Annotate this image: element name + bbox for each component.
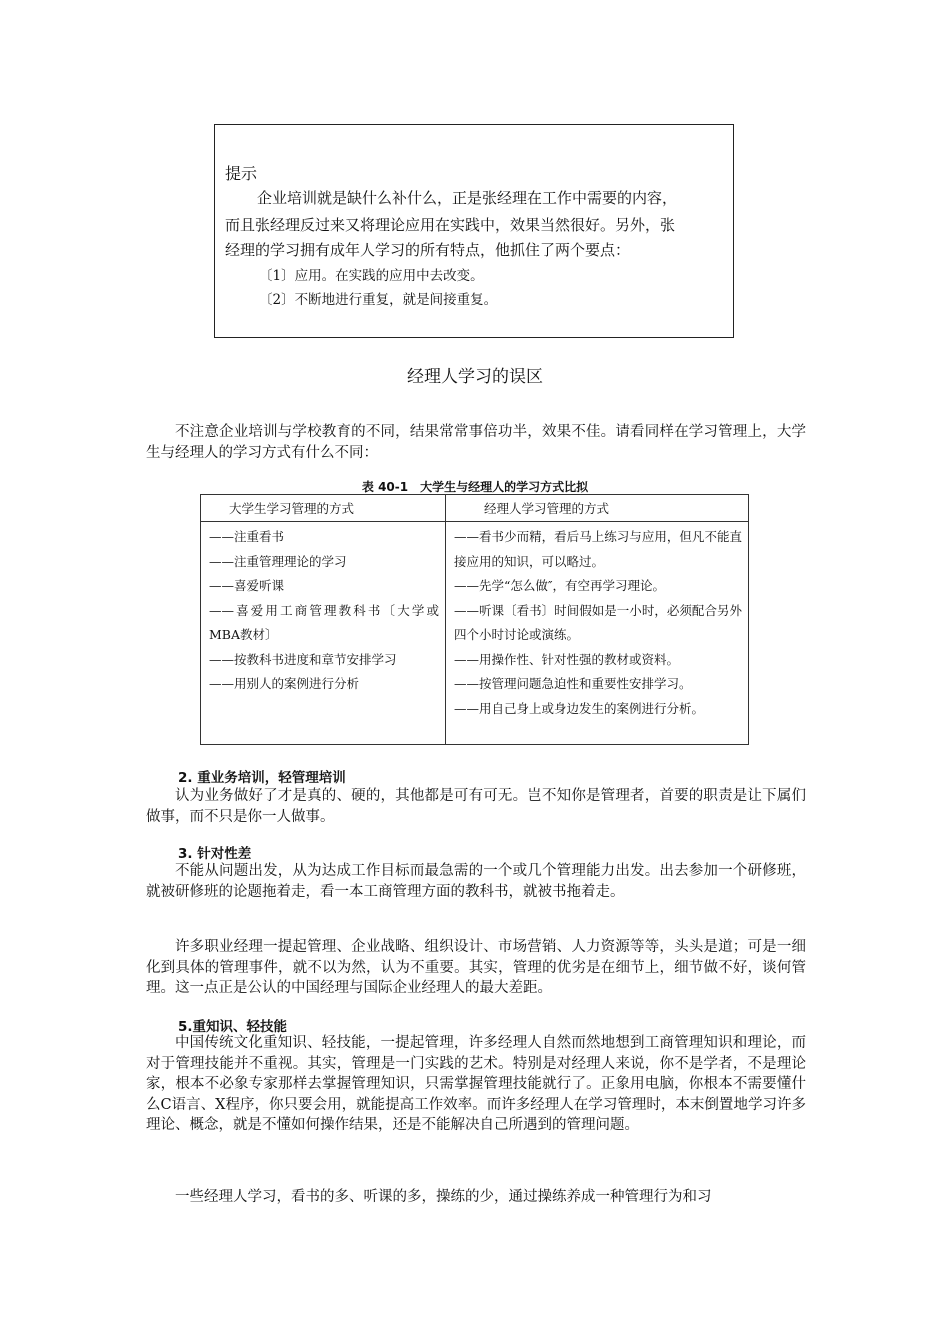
tip-line: 经理的学习拥有成年人学习的所有特点，他抓住了两个要点： (225, 241, 631, 259)
list-item: ——注重管理理论的学习 (209, 553, 347, 569)
list-item: ——按管理问题急迫性和重要性安排学习。 (454, 676, 692, 691)
list-item: ——注重看书 (209, 529, 285, 544)
list-item: ——用操作性、针对性强的教材或资料。 (454, 651, 680, 667)
list-item: ——喜爱听课 (209, 578, 285, 593)
left-column (201, 522, 446, 745)
list-item: ——看书少而精，看后马上练习与应用，但凡不能直接应用的知识，可以略过。 (454, 529, 742, 569)
section-heading: 2. 重业务培训，轻管理培训 (178, 770, 346, 786)
section-paragraph: 中国传统文化重知识、轻技能，一提起管理，许多经理人自然而然地想到工商管理知识和理论，而对于管理技能并不重视。其实，管理是一门实践的艺术。特别是对经理人来说，你不是学者，不是理论家，根本不必象专家那样去掌握管理知识，只需掌握管理技能就行了。正象用电脑，你根本不需要懂什么C语言、X程序，你只要会用，就能提高工作效率。而许多经理人在学习管理时，本末倒置地学习许多理论、概念，就是不懂如何操作结果，还是不能解决自己所遇到的管理问题。 (146, 1035, 806, 1133)
table-row (201, 522, 749, 745)
tip-line: 而且张经理反过来又将理论应用在实践中，效果当然很好。另外，张 (225, 216, 676, 234)
list-item: ——用自己身上或身边发生的案例进行分析。 (454, 700, 705, 716)
table-header-students: 大学生学习管理的方式 (201, 495, 446, 522)
tip-item: 〔1〕应用。在实践的应用中去改变。 (259, 268, 484, 284)
list-item: ——按教科书进度和章节安排学习 (209, 651, 397, 667)
tip-item: 〔2〕不断地进行重复，就是间接重复。 (259, 292, 498, 308)
tip-line: 企业培训就是缺什么补什么，正是张经理在工作中需要的内容， (257, 189, 678, 207)
table-header-managers: 经理人学习管理的方式 (446, 495, 749, 522)
tip-title: 提示 (225, 164, 258, 183)
list-item: ——听课〔看书〕时间假如是一小时，必须配合另外四个小时讨论或演练。 (454, 602, 742, 642)
section-title: 经理人学习的误区 (407, 367, 543, 387)
section-heading: 3. 针对性差 (178, 846, 252, 862)
list-item: ——先学“怎么做″，有空再学习理论。 (454, 578, 666, 593)
section-heading: 5.重知识、轻技能 (178, 1019, 288, 1035)
list-item: ——喜爱用工商管理教科书〔大学或MBA教材〕 (209, 602, 439, 642)
comparison-table (200, 494, 749, 745)
section-paragraph: 许多职业经理一提起管理、企业战略、组织设计、市场营销、人力资源等等，头头是道；可是一细化到具体的管理事件，就不以为然，认为不重要。其实，管理的优劣是在细节上，细节做不好，谈何管理。这一点正是公认的中国经理与国际企业经理人的最大差距。 (146, 939, 806, 996)
list-item: ——用别人的案例进行分析 (209, 676, 360, 691)
section-paragraph: 一些经理人学习，看书的多、听课的多，操练的少，通过操练养成一种管理行为和习 (175, 1189, 712, 1205)
right-column (446, 522, 749, 745)
table-caption: 表 40-1 大学生与经理人的学习方式比拟 (361, 480, 589, 494)
section-paragraph: 不能从问题出发，从为达成工作目标而最急需的一个或几个管理能力出发。出去参加一个研修班，就被研修班的论题拖着走，看一本工商管理方面的教科书，就被书拖着走。 (146, 863, 806, 900)
section-paragraph: 认为业务做好了才是真的、硬的，其他都是可有可无。岂不知你是管理者，首要的职责是让下属们做事，而不只是你一人做事。 (146, 788, 806, 825)
intro-paragraph: 不注意企业培训与学校教育的不同，结果常常事倍功半，效果不佳。请看同样在学习管理上，大学生与经理人的学习方式有什么不同： (146, 424, 806, 461)
table-header-row (201, 495, 749, 522)
tip-box (214, 124, 734, 338)
